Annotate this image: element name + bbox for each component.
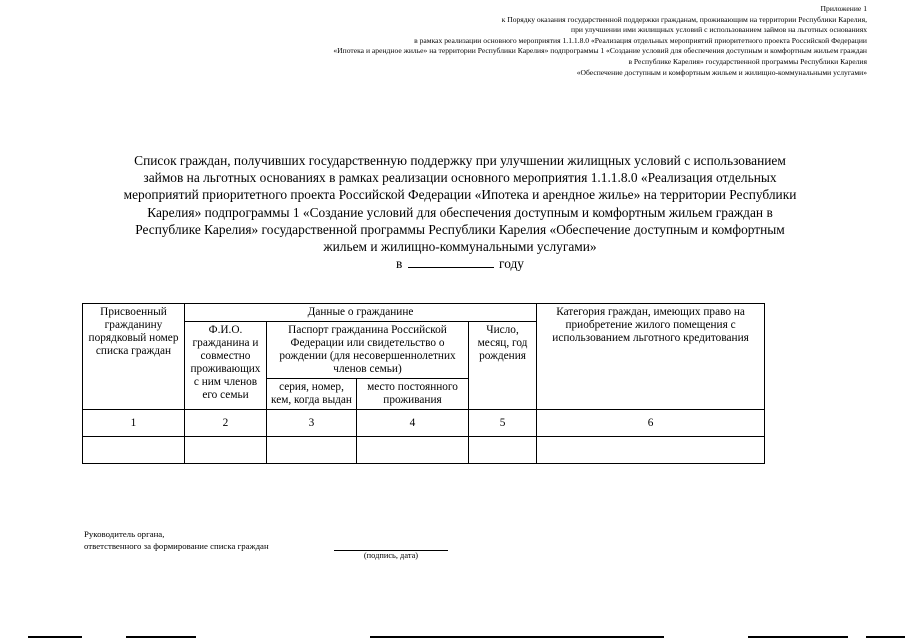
column-number: 1	[83, 410, 185, 437]
year-prefix: в	[395, 256, 403, 271]
header-birth-date: Число, месяц, год рождения	[469, 322, 537, 410]
column-number: 2	[185, 410, 267, 437]
column-number-row	[83, 410, 765, 437]
empty-cell[interactable]	[83, 437, 185, 464]
appendix-header	[147, 4, 867, 78]
footer-divider	[866, 636, 905, 638]
empty-cell[interactable]	[185, 437, 267, 464]
appendix-line: при улучшении ими жилищных условий с использованием займов на льготных основаниях	[571, 25, 867, 35]
appendix-line: в рамках реализации основного мероприятия 1.1.1.8.0 «Реализация отдельных мероприятий приоритетного проекта Российской Федерации	[414, 35, 867, 45]
empty-cell[interactable]	[537, 437, 765, 464]
title-line: Республике Карелия» государственной программы Республики Карелия «Обеспечение доступным и комфортным	[135, 221, 785, 237]
appendix-line: Приложение 1	[820, 4, 867, 13]
header-serial-number: Присвоенный гражданину порядковый номер списка граждан	[83, 304, 185, 410]
footer-divider	[126, 636, 196, 638]
empty-cell[interactable]	[357, 437, 469, 464]
footer-divider	[28, 636, 82, 638]
header-category: Категория граждан, имеющих право на приобретение жилого помещения с использованием льготного кредитования	[537, 304, 765, 410]
table-row	[83, 437, 765, 464]
appendix-line: к Порядку оказания государственной поддержки гражданам, проживающим на территории Республики Карелия,	[501, 14, 867, 24]
title-line: займов на льготных основаниях в рамках реализации основного мероприятия 1.1.1.8.0 «Реализация отдельных	[143, 170, 777, 186]
year-suffix: году	[499, 256, 525, 271]
citizens-table	[82, 303, 765, 464]
footer-divider	[370, 636, 664, 638]
header-fio: Ф.И.О. гражданина и совместно проживающих с ним членов его семьи	[185, 322, 267, 410]
signature-label-line1: Руководитель органа,	[84, 529, 165, 539]
title-line: жильем и жилищно-коммунальными услугами»	[323, 239, 597, 255]
appendix-line: в Республике Карелия» государственной программы Республики Карелия	[628, 56, 867, 66]
signature-caption: (подпись, дата)	[363, 551, 419, 560]
year-blank-field[interactable]	[408, 256, 494, 268]
year-line	[90, 256, 830, 272]
empty-cell[interactable]	[469, 437, 537, 464]
title-line: Карелия» подпрограммы 1 «Создание условий для обеспечения доступным и комфортным жильем граждан в	[147, 204, 773, 220]
column-number: 5	[469, 410, 537, 437]
column-number: 3	[267, 410, 357, 437]
header-passport: Паспорт гражданина Российской Федерации или свидетельство о рождении (для несовершеннолетних членов семьи)	[267, 322, 469, 379]
footer-divider	[748, 636, 848, 638]
empty-cell[interactable]	[267, 437, 357, 464]
column-number: 4	[357, 410, 469, 437]
document-title	[90, 152, 830, 255]
appendix-line: «Ипотека и арендное жилье» на территории Республики Карелия» подпрограммы 1 «Создание условий для обеспечения доступным и комфортным жильем граждан	[333, 46, 867, 56]
signature-block	[84, 528, 269, 552]
signature-label-line2: ответственного за формирование списка граждан	[84, 541, 269, 551]
title-line: Список граждан, получивших государственную поддержку при улучшении жилищных условий с использованием	[134, 153, 786, 168]
column-number: 6	[537, 410, 765, 437]
header-passport-series: серия, номер, кем, когда выдан	[267, 379, 357, 410]
header-citizen-data: Данные о гражданине	[185, 304, 537, 322]
header-residence: место постоянного проживания	[357, 379, 469, 410]
appendix-line: «Обеспечение доступным и комфортным жильем и жилищно-коммунальными услугами»	[576, 67, 867, 77]
title-line: мероприятий приоритетного проекта Российской Федерации «Ипотека и арендное жилье» на территории Республики	[123, 187, 797, 203]
